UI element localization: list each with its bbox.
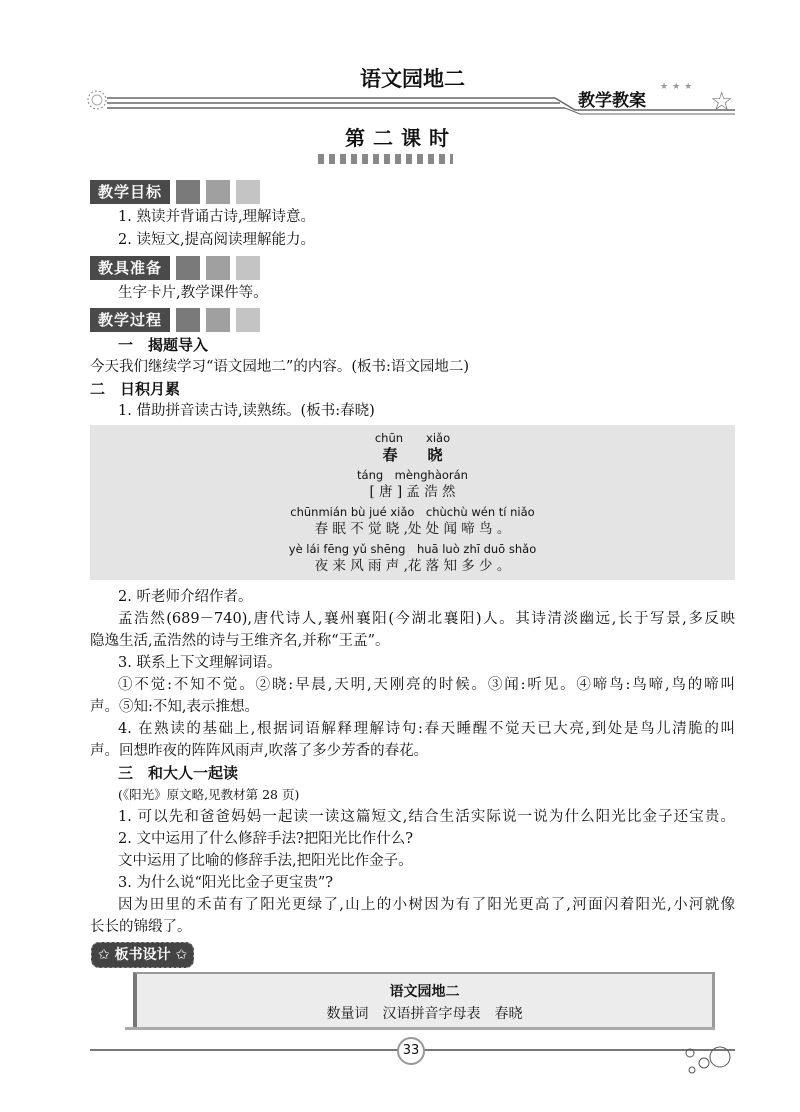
poem-title: 春 晓 — [382, 446, 443, 464]
section-header-tools — [90, 256, 260, 280]
section-header-board — [91, 942, 194, 968]
part2-heading: 二 日积月累 — [90, 380, 181, 398]
body-line: ①不觉:不知不觉。②晓:早晨,天明,天刚亮的时候。③闻:听见。④啼鸟:鸟啼,鸟的啼叫 — [118, 677, 735, 693]
star-icon: ☆ — [710, 87, 734, 117]
header-rule-decoration — [85, 88, 745, 128]
bubbles-decoration — [680, 1045, 740, 1080]
body-line: 文中运用了比喻的修辞手法,把阳光比作金子。 — [118, 853, 413, 869]
part1-heading: 一 揭题导入 — [118, 336, 209, 354]
tools-text: 生字卡片,教学课件等。 — [118, 285, 268, 301]
part3-heading: 三 和大人一起读 — [118, 764, 239, 782]
board-content: 数量词 汉语拼音字母表 春晓 — [326, 1006, 523, 1022]
section-label: 板书设计 — [114, 947, 171, 963]
section-header-goals — [90, 180, 260, 204]
poem-line1: 春 眠 不 觉 晓 ,处 处 闻 啼 鸟 。 — [314, 521, 511, 537]
body-line: 4. 在熟读的基础上,根据词语解释理解诗句:春天睡醒不觉天已大亮,到处是鸟儿清脆的叫 — [118, 721, 735, 737]
poem-line2: 夜 来 风 雨 声 ,花 落 知 多 少 。 — [314, 558, 511, 574]
body-line: 3. 联系上下文理解词语。 — [118, 655, 282, 671]
body-line: 2. 听老师介绍作者。 — [118, 589, 253, 605]
body-line: 孟浩然(689－740),唐代诗人,襄州襄阳(今湖北襄阳)人。其诗清淡幽远,长于写景,多反映 — [118, 611, 735, 627]
board-panel — [133, 972, 715, 1029]
goal-item: 2. 读短文,提高阅读理解能力。 — [118, 232, 316, 248]
part1-text: 今天我们继续学习“语文园地二”的内容。(板书:语文园地二) — [90, 359, 470, 375]
section-label: 教具准备 — [90, 256, 170, 280]
page-number: 33 — [397, 1037, 425, 1065]
star-icon: ✩ — [98, 947, 110, 963]
section-header-process — [90, 308, 260, 332]
stars-icon: ★★★ — [660, 82, 697, 92]
body-line: 隐逸生活,孟浩然的诗与王维齐名,并称“王孟”。 — [90, 633, 390, 649]
body-line: 长长的锦缎了。 — [90, 919, 192, 935]
poem-line2-pinyin: yè lái fēng yǔ shēng huā luò zhī duō shǎo — [288, 542, 537, 556]
poem-author: [ 唐 ] 孟 浩 然 — [369, 484, 456, 500]
body-line: 因为田里的禾苗有了阳光更绿了,山上的小树因为有了阳光更高了,河面闪着阳光,小河就像 — [118, 897, 735, 913]
chapter-title: 语文园地二 — [360, 67, 465, 91]
lesson-title: 第二课时 — [345, 126, 457, 150]
body-line: 声。⑤知:不知,表示推想。 — [90, 699, 259, 715]
poem-title-pinyin: chūn xiǎo — [374, 431, 451, 445]
series-title: 教学教案 — [578, 91, 646, 111]
section-label: 教学过程 — [90, 308, 170, 332]
body-line: (《阳光》原文略,见教材第 28 页) — [118, 787, 300, 802]
board-title: 语文园地二 — [389, 984, 460, 1000]
board-ledge — [125, 1027, 715, 1030]
poem-box — [90, 425, 735, 580]
goal-item: 1. 熟读并背诵古诗,理解诗意。 — [118, 209, 316, 225]
body-line: 1. 可以先和爸爸妈妈一起读一读这篇短文,结合生活实际说一说为什么阳光比金子还宝贵。 — [118, 809, 735, 825]
body-line: 声。回想昨夜的阵阵风雨声,吹落了多少芳香的春花。 — [90, 743, 429, 759]
body-line: 2. 文中运用了什么修辞手法?把阳光比作什么? — [118, 831, 413, 847]
part2-step1: 1. 借助拼音读古诗,读熟练。(板书:春晓) — [118, 403, 375, 419]
section-label: 教学目标 — [90, 180, 170, 204]
poem-line1-pinyin: chūnmián bù jué xiǎo chùchù wén tí niǎo — [290, 505, 535, 519]
title-dash-decoration — [318, 154, 453, 164]
body-line: 3. 为什么说“阳光比金子更宝贵”? — [118, 875, 334, 891]
poem-author-pinyin: táng mènghàorán — [357, 468, 468, 482]
star-icon: ✩ — [175, 947, 188, 963]
